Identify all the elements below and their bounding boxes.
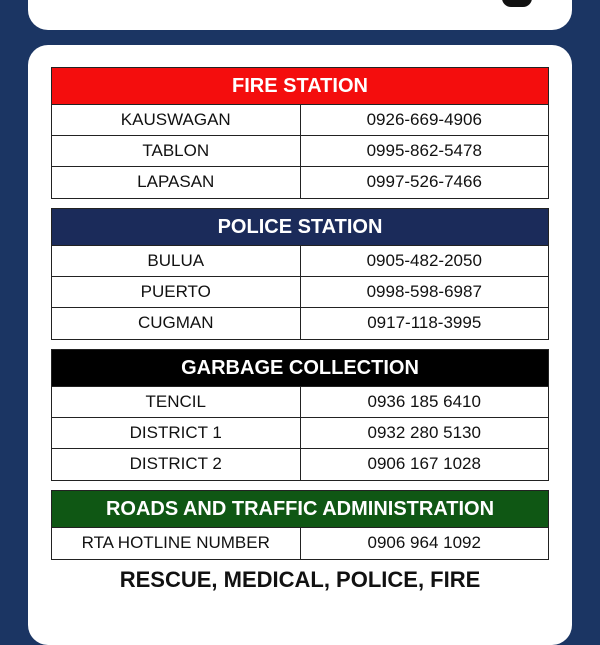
- hotline-table: [51, 208, 549, 340]
- table-row: [52, 449, 548, 480]
- phone-number: 0906 167 1028: [367, 454, 481, 473]
- hotline-table: [51, 349, 549, 481]
- phone-number: 0906 964 1092: [367, 533, 481, 552]
- phone-number: 0917-118-3995: [367, 313, 482, 332]
- phone-number: 0998-598-6987: [366, 282, 482, 301]
- table-row: [52, 277, 548, 308]
- location-name: KAUSWAGAN: [52, 105, 301, 135]
- location-name: RTA HOTLINE NUMBER: [52, 528, 301, 559]
- table-row: [52, 136, 548, 167]
- phone-number: 0926-669-4906: [366, 110, 482, 129]
- location-name: TABLON: [52, 136, 301, 166]
- location-name: LAPASAN: [52, 167, 301, 198]
- hotline-table: [51, 490, 549, 560]
- table-row: [52, 308, 548, 339]
- location-name: BULUA: [52, 246, 301, 276]
- location-name: CUGMAN: [52, 308, 301, 339]
- phone-number: 0997-526-7466: [366, 172, 482, 191]
- hotlines-card: [28, 45, 572, 645]
- phone-number: 0932 280 5130: [367, 423, 481, 442]
- table-row: [52, 528, 548, 559]
- phone-number: 0995-862-5478: [366, 141, 482, 160]
- table-header: ROADS AND TRAFFIC ADMINISTRATION: [52, 491, 548, 528]
- location-name: DISTRICT 2: [52, 449, 301, 480]
- location-name: DISTRICT 1: [52, 418, 301, 448]
- table-header: GARBAGE COLLECTION: [52, 350, 548, 387]
- footer-text: RESCUE, MEDICAL, POLICE, FIRE: [119, 567, 481, 592]
- table-row: [52, 246, 548, 277]
- phone-number: 0905-482-2050: [366, 251, 482, 270]
- table-row: [52, 105, 548, 136]
- table-row: [52, 167, 548, 198]
- hotline-table: [51, 67, 549, 199]
- phone-number: 0936 185 6410: [367, 392, 481, 411]
- table-header: FIRE STATION: [52, 68, 548, 105]
- location-name: TENCIL: [52, 387, 301, 417]
- location-name: PUERTO: [52, 277, 301, 307]
- table-header: POLICE STATION: [52, 209, 548, 246]
- table-row: [52, 387, 548, 418]
- top-card: [28, 0, 572, 30]
- logo-fragment: [502, 0, 532, 7]
- table-row: [52, 418, 548, 449]
